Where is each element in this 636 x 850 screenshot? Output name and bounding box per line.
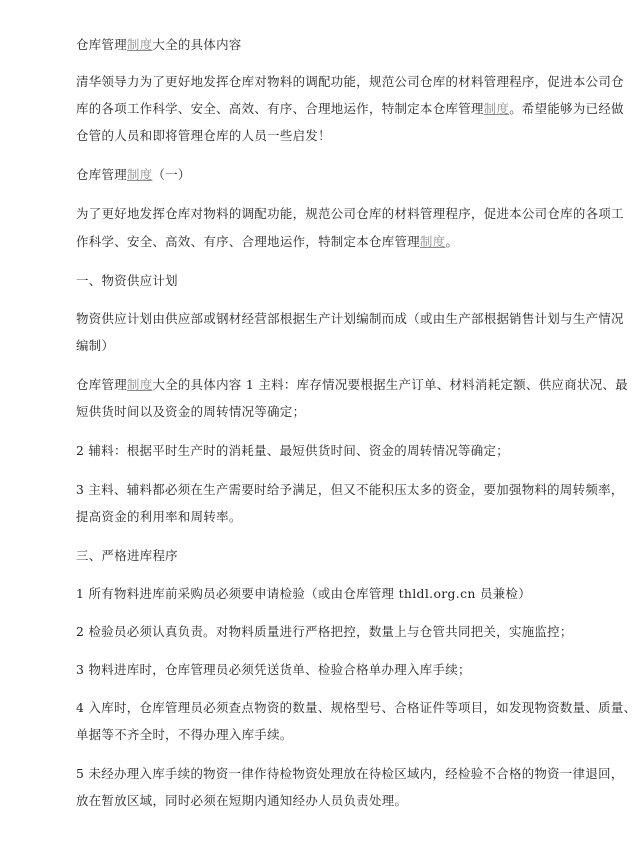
heading-warehouse-entry: 三、严格进库程序: [76, 548, 178, 563]
zhidu-link[interactable]: 制度: [483, 101, 510, 116]
para1-line-2: 作科学、安全、高效、有序、合理地运作，特制定本仓库管理制度。: [76, 234, 459, 249]
both-material-line-2: 提高资金的利用率和周转率。: [76, 509, 242, 524]
supply-line-1: 物资供应计划由供应部或钢材经营部根据生产计划编制而成（或由生产部根据销售计划与生产情况: [76, 311, 624, 326]
heading-supply-plan: 一、物资供应计划: [76, 273, 178, 288]
main-material-line-2: 短供货时间以及资金的周转情况等确定；: [76, 404, 306, 419]
entry-step-4-line-1: 4 入库时，仓库管理员必须查点物资的数量、规格型号、合格证件等项目，如发现物资数量、质量、: [76, 700, 636, 715]
entry-step-2: 2 检验员必须认真负责。对物料质量进行严格把控，数量上与仓管共同把关，实施监控；: [76, 624, 573, 639]
entry-step-5-line-1: 5 未经办理入库手续的物资一律作待检物资处理放在待检区域内，经检验不合格的物资一律退回，: [76, 766, 624, 781]
entry-step-3: 3 物料进库时，仓库管理员必须凭送货单、检验合格单办理入库手续；: [76, 662, 471, 677]
main-material-line-1: 仓库管理制度大全的具体内容 1 主料：库存情况要根据生产订单、材料消耗定额、供应商状况、最: [76, 377, 628, 392]
section-heading: 仓库管理制度（一）: [76, 167, 191, 182]
entry-step-1: 1 所有物料进库前采购员必须要申请检验（或由仓库管理 thldl.org.cn 员兼检）: [76, 586, 531, 601]
intro-line-1: 清华领导力为了更好地发挥仓库对物料的调配功能，规范公司仓库的材料管理程序，促进本公司仓: [76, 74, 624, 89]
supply-line-2: 编制）: [76, 338, 115, 353]
both-material-line-1: 3 主料、辅料都必须在生产需要时给予满足，但又不能积压太多的资金，要加强物料的周转频率，: [76, 482, 624, 497]
aux-material: 2 辅料：根据平时生产时的消耗量、最短供货时间、资金的周转情况等确定；: [76, 443, 509, 458]
intro-line-3: 仓管的人员和即将管理仓库的人员一些启发！: [76, 128, 331, 143]
document-title: 仓库管理制度大全的具体内容: [76, 37, 242, 52]
para1-line-1: 为了更好地发挥仓库对物料的调配功能，规范公司仓库的材料管理程序，促进本公司仓库的各项工: [76, 206, 624, 221]
intro-line-2: 库的各项工作科学、安全、高效、有序、合理地运作，特制定本仓库管理制度。希望能够为已经做: [76, 101, 624, 116]
zhidu-link[interactable]: 制度: [126, 37, 153, 52]
zhidu-link[interactable]: 制度: [420, 234, 446, 249]
zhidu-link[interactable]: 制度: [126, 167, 153, 182]
entry-step-5-line-2: 放在暂放区域，同时必须在短期内通知经办人员负责处理。: [76, 793, 408, 808]
entry-step-4-line-2: 单据等不齐全时，不得办理入库手续。: [76, 727, 293, 742]
zhidu-link[interactable]: 制度: [126, 377, 153, 392]
